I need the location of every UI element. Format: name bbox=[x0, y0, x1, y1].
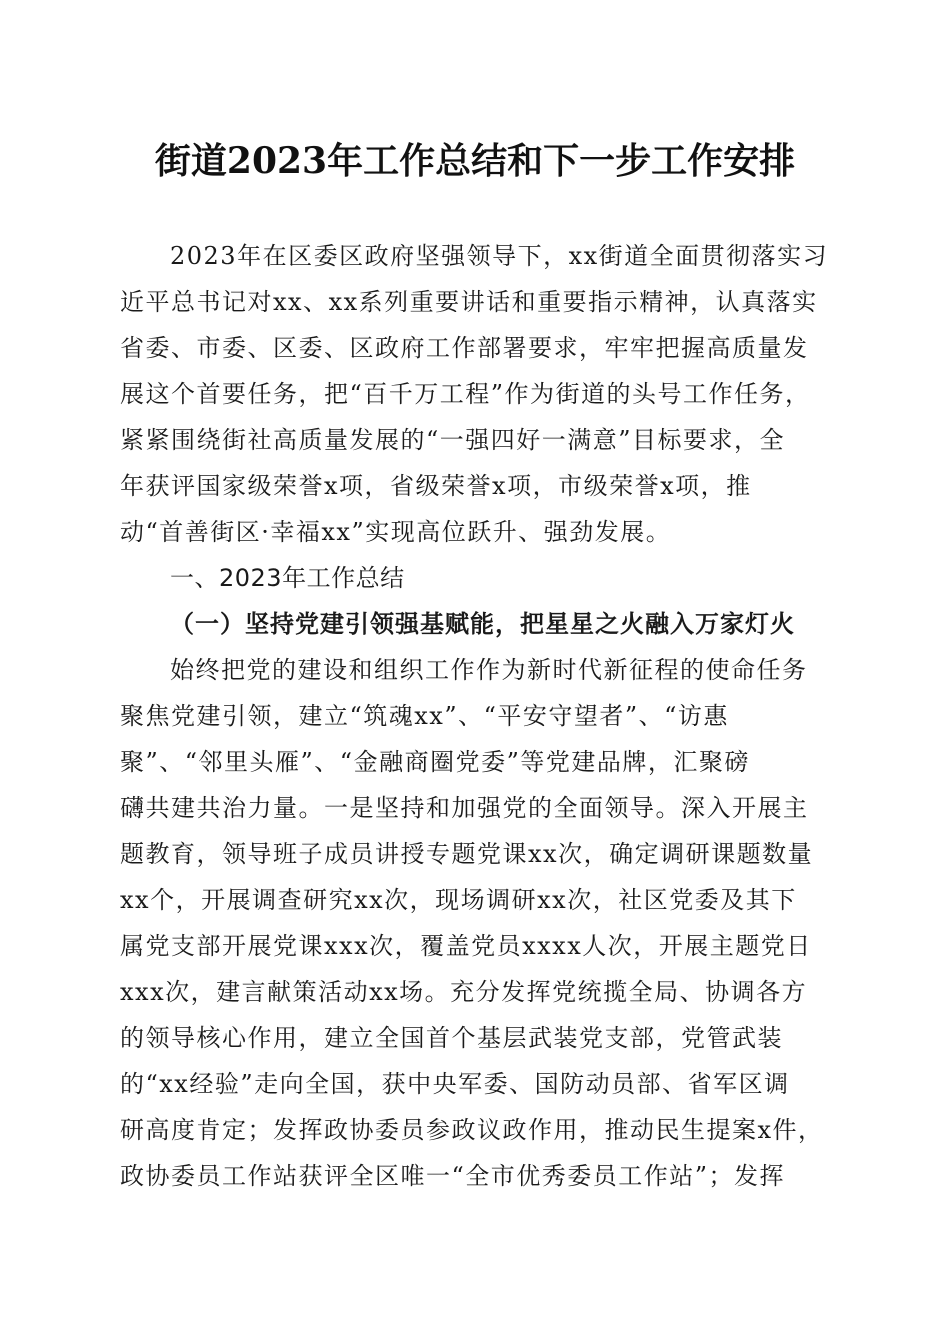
body-line: xxx次，建言献策活动xx场。充分发挥党统揽全局、协调各方 bbox=[120, 978, 808, 1006]
document-body bbox=[120, 233, 840, 1199]
body-line: 属党支部开展党课xxx次，覆盖党员xxxx人次，开展主题党日 bbox=[120, 932, 812, 960]
paragraph-first-line: 始终把党的建设和组织工作作为新时代新征程的使命任务 bbox=[170, 656, 808, 684]
body-line: 近平总书记对xx、xx系列重要讲话和重要指示精神，认真落实 bbox=[120, 288, 818, 316]
body-line: 聚”、“邻里头雁”、“金融商圈党委”等党建品牌，汇聚磅 bbox=[120, 748, 750, 776]
body-line: 动“首善街区·幸福xx”实现高位跃升、强劲发展。 bbox=[120, 518, 672, 546]
body-line: 年获评国家级荣誉x项，省级荣誉x项，市级荣誉x项，推 bbox=[120, 472, 752, 500]
body-line: 省委、市委、区委、区政府工作部署要求，牢牢把握高质量发 bbox=[120, 334, 809, 362]
body-line: 展这个首要任务，把“百千万工程”作为街道的头号工作任务， bbox=[120, 380, 811, 408]
body-line: 题教育，领导班子成员讲授专题党课xx次，确定调研课题数量 bbox=[120, 840, 814, 868]
body-line: 的领导核心作用，建立全国首个基层武装党支部，党管武装 bbox=[120, 1024, 783, 1052]
section-heading: 一、2023年工作总结 bbox=[170, 564, 405, 592]
body-line: 的“xx经验”走向全国，获中央军委、国防动员部、省军区调 bbox=[120, 1070, 790, 1098]
body-line: 紧紧围绕街社高质量发展的“一强四好一满意”目标要求，全 bbox=[120, 426, 786, 454]
paragraph-first-line: 2023年在区委区政府坚强领导下，xx街道全面贯彻落实习 bbox=[170, 242, 829, 270]
subsection-heading: （一）坚持党建引领强基赋能，把星星之火融入万家灯火 bbox=[170, 609, 795, 638]
body-line: 礴共建共治力量。一是坚持和加强党的全面领导。深入开展主 bbox=[120, 794, 809, 822]
document-title: 街道2023年工作总结和下一步工作安排 bbox=[154, 140, 796, 182]
body-line: 政协委员工作站获评全区唯一“全市优秀委员工作站”；发挥 bbox=[120, 1162, 786, 1190]
body-line: xx个，开展调查研究xx次，现场调研xx次，社区党委及其下 bbox=[120, 886, 797, 914]
body-line: 聚焦党建引领，建立“筑魂xx”、“平安守望者”、“访惠 bbox=[120, 702, 729, 730]
body-line: 研高度肯定；发挥政协委员参政议政作用，推动民生提案x件， bbox=[120, 1116, 824, 1144]
